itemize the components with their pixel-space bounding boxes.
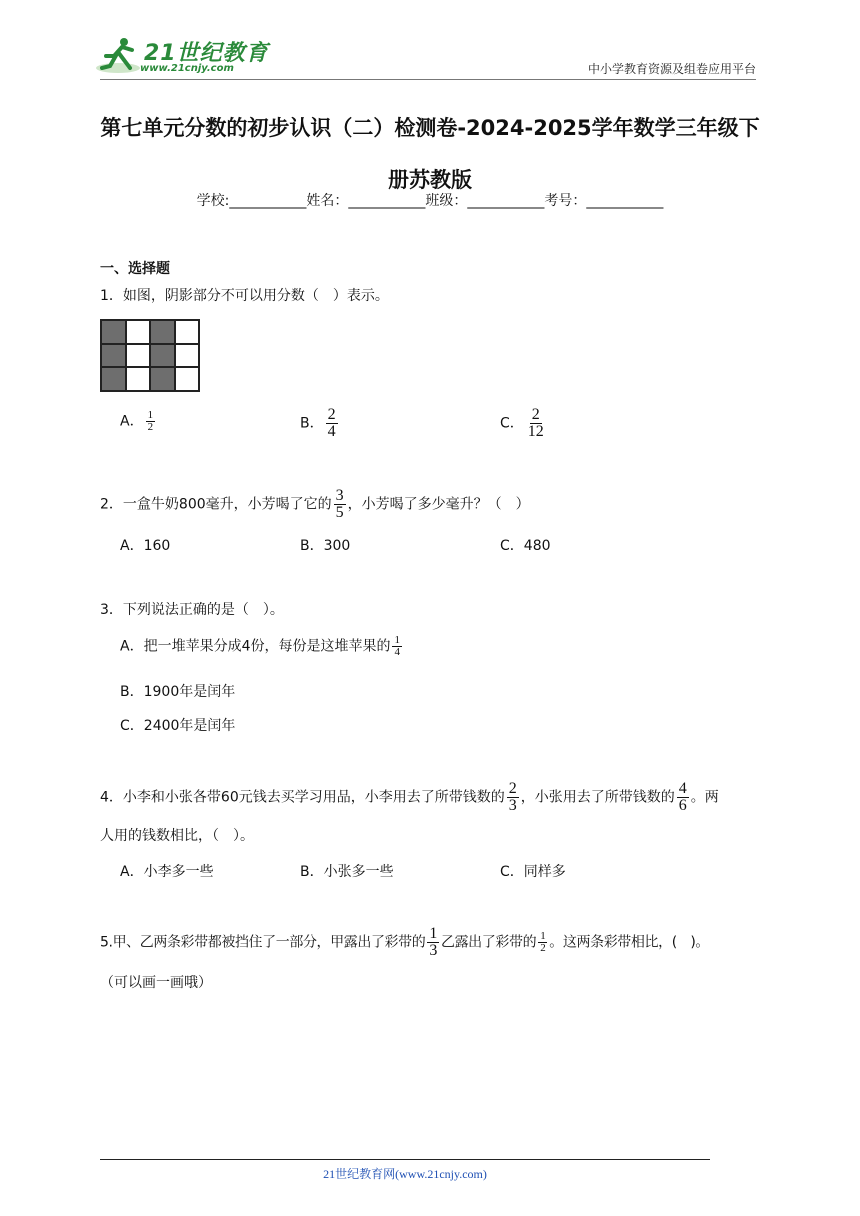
fraction-denominator: 4	[394, 646, 400, 658]
question-text: 如图，阴影部分不可以用分数（ ）表示。	[122, 288, 389, 304]
q4-option-a[interactable]	[120, 861, 214, 881]
runner-logo-icon	[96, 36, 142, 76]
shaded-cell	[101, 320, 126, 344]
fraction-denominator: 2	[147, 421, 154, 433]
platform-label: 中小学教育资源及组卷应用平台	[587, 62, 756, 76]
question-text: 甲、乙两条彩带都被挡住了一部分，甲露出了彩带的	[112, 934, 426, 951]
question-text: 乙露出了彩带的	[440, 934, 537, 951]
q3-option-a[interactable]	[120, 635, 404, 658]
question-3	[100, 600, 284, 620]
option-text: 480	[523, 538, 551, 554]
q1-option-c[interactable]	[500, 407, 548, 440]
question-2	[100, 488, 530, 521]
q2-option-a[interactable]	[120, 535, 170, 555]
brand-name: 21世纪教育	[144, 41, 269, 66]
q2-option-c[interactable]	[500, 535, 551, 555]
fraction-numerator: 1	[540, 930, 546, 942]
page-title: 第七单元分数的初步认识（二）检测卷-2024-2025学年数学三年级下册苏教版	[100, 116, 760, 192]
section-title: 一、选择题	[100, 261, 170, 277]
question-text: ，小芳喝了多少毫升？（ ）	[347, 496, 530, 513]
option-letter: C．	[500, 864, 524, 880]
fraction-denominator: 3	[508, 797, 517, 814]
header-divider	[100, 79, 756, 80]
grid-cell	[126, 367, 151, 391]
student-info	[100, 190, 760, 210]
brand-url: www.21cnjy.com	[140, 63, 234, 74]
grid-cell	[175, 367, 200, 391]
grid-cell	[175, 320, 200, 344]
q2-option-b[interactable]	[300, 535, 350, 555]
shaded-cell	[150, 344, 175, 368]
q1-option-b[interactable]	[300, 407, 340, 440]
question-1	[100, 286, 389, 306]
question-text: 。这两条彩带相比，( )。	[549, 934, 710, 951]
question-text: 。两	[690, 789, 719, 806]
option-text: 小李多一些	[143, 864, 214, 880]
fraction-denominator: 4	[327, 423, 336, 440]
option-letter: A．	[120, 638, 144, 655]
fraction-denominator: 6	[678, 797, 687, 814]
shaded-cell	[150, 367, 175, 391]
fraction-numerator: 1	[394, 634, 400, 646]
grid-cell	[175, 344, 200, 368]
fraction-denominator: 5	[335, 504, 344, 521]
option-text: 160	[143, 538, 171, 554]
option-letter: B．	[120, 684, 144, 700]
fraction-denominator: 3	[429, 942, 437, 959]
option-letter: A．	[120, 538, 144, 554]
fraction-numerator: 2	[327, 406, 336, 423]
option-letter: C．	[500, 415, 524, 432]
fraction-numerator: 1	[429, 925, 437, 942]
option-text: 2400年是闰年	[143, 718, 236, 734]
question-number: 3．	[100, 602, 123, 618]
question-number: 4．	[100, 789, 123, 806]
class-field[interactable]: 班级：___________	[425, 193, 545, 209]
option-letter: C．	[500, 538, 524, 554]
option-text: 小张多一些	[323, 864, 394, 880]
grid-cell	[126, 320, 151, 344]
school-field[interactable]: 学校:___________	[196, 193, 307, 209]
shaded-cell	[101, 344, 126, 368]
option-letter: A．	[120, 413, 144, 430]
shaded-cell	[150, 320, 175, 344]
shaded-cell	[101, 367, 126, 391]
question-text: 下列说法正确的是（ ）。	[122, 602, 284, 618]
name-field[interactable]: 姓名：___________	[306, 193, 426, 209]
option-letter: B．	[300, 415, 324, 432]
question-text: ，小张用去了所带钱数的	[520, 789, 675, 806]
fraction-numerator: 2	[531, 406, 540, 423]
question-5-hint: （可以画一画哦）	[100, 975, 212, 991]
footer-divider	[100, 1159, 710, 1160]
question-text: 一盒牛奶800毫升，小芳喝了它的	[122, 496, 332, 513]
option-letter: B．	[300, 864, 324, 880]
fraction-numerator: 4	[678, 780, 687, 797]
option-text: 300	[323, 538, 351, 554]
q4-option-b[interactable]	[300, 861, 394, 881]
question-5	[100, 926, 709, 959]
exam-number-field[interactable]: 考号：___________	[544, 193, 664, 209]
shaded-grid-figure	[100, 319, 200, 392]
footer-link[interactable]: 21世纪教育网(www.21cnjy.com)	[323, 1167, 487, 1181]
question-number: 1．	[100, 288, 123, 304]
question-4-line-2: 人用的钱数相比，（ ）。	[100, 828, 254, 844]
option-text: 同样多	[523, 864, 566, 880]
logo	[96, 36, 269, 80]
q3-option-c[interactable]	[120, 715, 235, 735]
question-4	[100, 781, 719, 814]
option-letter: B．	[300, 538, 324, 554]
fraction-denominator: 12	[527, 423, 544, 440]
option-letter: A．	[120, 864, 144, 880]
q3-option-b[interactable]	[120, 681, 235, 701]
fraction-denominator: 2	[540, 942, 546, 954]
option-text: 1900年是闰年	[143, 684, 236, 700]
question-number: 2．	[100, 496, 123, 513]
question-text: 小李和小张各带60元钱去买学习用品，小李用去了所带钱数的	[122, 789, 505, 806]
fraction-numerator: 1	[147, 409, 154, 421]
fraction-numerator: 3	[335, 487, 344, 504]
fraction-numerator: 2	[508, 780, 517, 797]
question-number: 5.	[100, 934, 113, 951]
q1-option-a[interactable]	[120, 410, 157, 433]
option-letter: C．	[120, 718, 144, 734]
q4-option-c[interactable]	[500, 861, 566, 881]
grid-cell	[126, 344, 151, 368]
option-text: 把一堆苹果分成4份，每份是这堆苹果的	[143, 638, 391, 655]
